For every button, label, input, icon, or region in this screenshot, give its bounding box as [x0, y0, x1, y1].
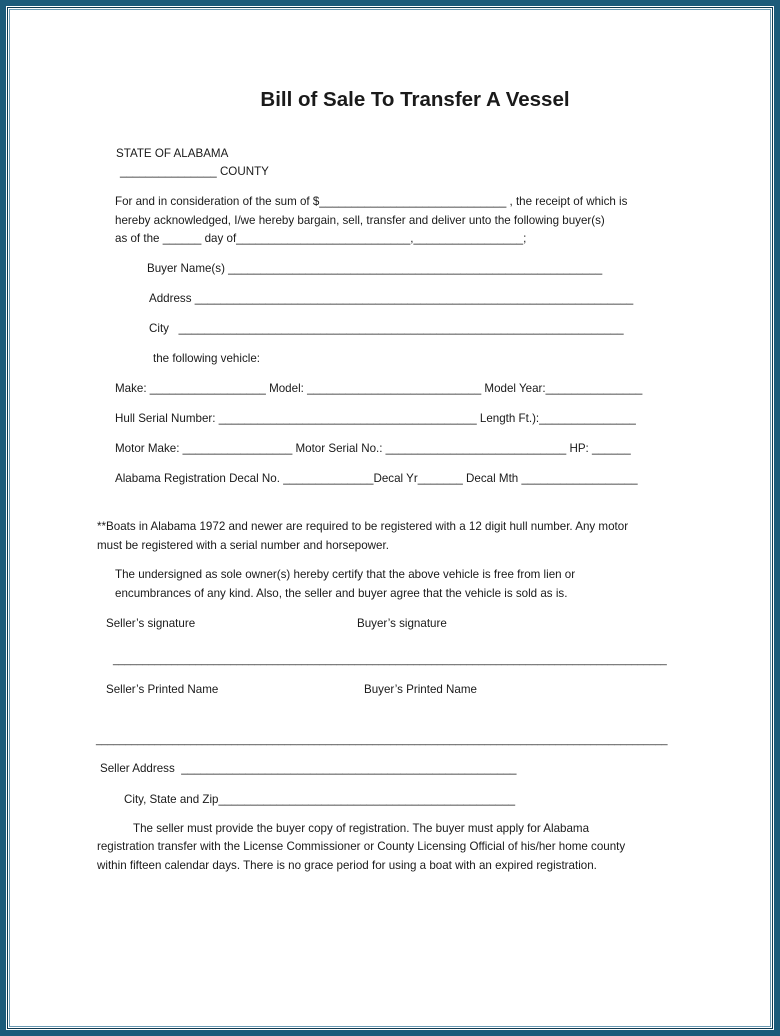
note-line-2: must be registered with a serial number and horsepower. [97, 539, 389, 552]
printed-name-rule: _________________________________________________________________________________________________ [96, 734, 668, 746]
hull-serial-line: Hull Serial Number: ________________________________________ Length Ft.):_______________ [115, 412, 636, 425]
buyers-signature-label: Buyer’s signature [357, 617, 447, 630]
county-line: _______________ COUNTY [120, 165, 269, 178]
certify-line-2: encumbrances of any kind. Also, the seller and buyer agree that the vehicle is sold as is. [115, 587, 568, 600]
page-inner-border [9, 9, 771, 1027]
consideration-line-1: For and in consideration of the sum of $_____________________________ , the receipt of which is [115, 195, 628, 208]
signature-rule: ______________________________________________________________________________________________ [113, 654, 667, 666]
sellers-signature-label: Seller’s signature [106, 617, 196, 630]
make-model-line: Make: __________________ Model: ___________________________ Model Year:_______________ [115, 382, 643, 395]
sellers-printed-name-label: Seller’s Printed Name [106, 683, 219, 696]
note-line-1: **Boats in Alabama 1972 and newer are required to be registered with a 12 digit hull number. Any motor [97, 520, 629, 533]
city-state-zip-field: City, State and Zip______________________________________________ [124, 793, 516, 806]
closing-line-2: registration transfer with the License Commissioner or County Licensing Official of his/her home county [97, 840, 626, 853]
registration-decal-line: Alabama Registration Decal No. ______________Decal Yr_______ Decal Mth __________________ [115, 472, 638, 485]
state-line: STATE OF ALABAMA [116, 147, 229, 160]
consideration-line-3: as of the ______ day of___________________________,_________________; [115, 232, 527, 245]
vehicle-intro: the following vehicle: [153, 352, 260, 365]
motor-line: Motor Make: _________________ Motor Serial No.: ____________________________ HP: ______ [115, 442, 631, 455]
seller-address-field: Seller Address ____________________________________________________ [100, 762, 517, 775]
certify-line-1: The undersigned as sole owner(s) hereby certify that the above vehicle is free from lien or [115, 568, 576, 581]
consideration-line-2: hereby acknowledged, I/we hereby bargain, sell, transfer and deliver unto the following buyer(s) [115, 214, 605, 227]
closing-line-3: within fifteen calendar days. There is no grace period for using a boat with an expired registration. [97, 859, 597, 872]
closing-line-1: The seller must provide the buyer copy of registration. The buyer must apply for Alabama [133, 822, 590, 835]
city-field: City _____________________________________________________________________ [149, 322, 624, 335]
address-field: Address ____________________________________________________________________ [149, 292, 634, 305]
buyer-name-field: Buyer Name(s) __________________________________________________________ [147, 262, 603, 275]
buyers-printed-name-label: Buyer’s Printed Name [364, 683, 477, 696]
document-title: Bill of Sale To Transfer A Vessel [260, 88, 570, 111]
